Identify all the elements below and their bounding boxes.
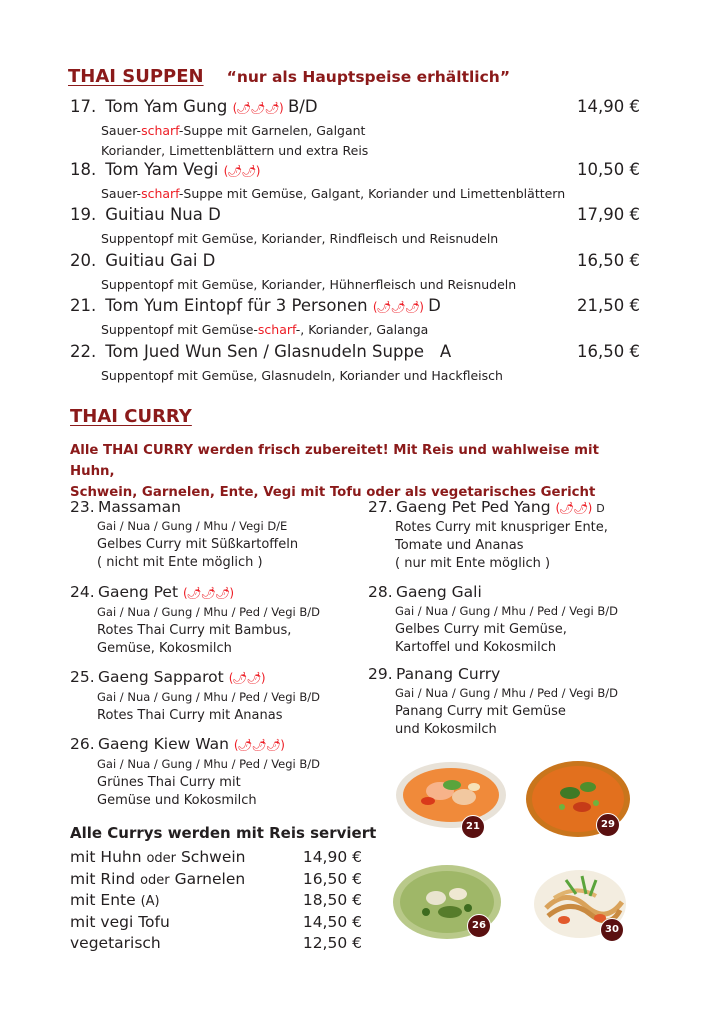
item-description: Rotes Thai Curry mit Bambus, Gemüse, Kokosmilch [97,623,292,656]
item-number: 17. [70,97,97,116]
item-number: 18. [70,160,97,179]
menu-item-19 [70,205,640,249]
chili-icon: (🌶🌶) [223,164,260,178]
chili-icon: (🌶🌶🌶) [233,738,284,752]
price-row: mit vegi Tofu 14,50 € [70,912,362,931]
menu-item-23 [70,497,370,572]
item-name: Gaeng Sapparot [98,668,224,686]
menu-item-29 [368,664,668,739]
item-number: 27. [368,498,393,516]
chili-icon: (🌶🌶🌶) [232,101,283,115]
allergen-code: B/D [287,97,318,116]
dish-number-badge: 26 [467,914,491,938]
dish-photo-soup [390,757,512,839]
price-value: 18,50 € [302,891,362,909]
item-number: 25. [70,668,95,686]
item-description: Sauer-scharf-Suppe mit Gemüse, Galgant, Koriander und Limettenblättern [101,186,566,201]
suppen-subtitle: “nur als Hauptspeise erhältlich” [226,68,511,86]
item-name: Tom Yam Vegi [105,160,219,179]
menu-item-22 [70,342,640,386]
item-name: Gaeng Pet [98,583,179,601]
price-table-title: Alle Currys werden mit Reis serviert [70,824,377,842]
item-description: Suppentopf mit Gemüse, Koriander, Hühnerfleisch und Reisnudeln [101,277,517,292]
item-description: Sauer-scharf-Suppe mit Garnelen, Galgant Koriander, Limettenblättern und extra Reis [101,123,369,158]
item-number: 23. [70,498,95,516]
curry-header [70,406,192,427]
item-number: 22. [70,342,97,361]
item-description: Suppentopf mit Gemüse, Koriander, Rindfleisch und Reisnudeln [101,231,499,246]
price-row: vegetarisch 12,50 € [70,934,362,952]
menu-item-17 [70,97,640,161]
menu-item-20 [70,251,640,295]
item-name: Tom Jued Wun Sen / Glasnudeln Suppe A [105,342,452,361]
chili-icon: (🌶🌶🌶) [372,300,423,314]
item-price: 10,50 € [577,160,640,179]
item-name: Tom Yum Eintopf für 3 Personen [105,296,368,315]
suppen-title: THAI SUPPEN [68,66,204,87]
item-price: 14,90 € [577,97,640,116]
item-options: Gai / Nua / Gung / Mhu / Ped / Vegi B/D [97,605,321,619]
menu-item-18 [70,160,640,204]
dish-number-badge: 30 [600,918,624,942]
item-options: Gai / Nua / Gung / Mhu / Ped / Vegi B/D [395,604,619,618]
item-name: Massaman [98,498,181,516]
item-name: Guitiau Gai D [105,251,216,270]
price-value: 14,50 € [302,912,362,931]
price-row: mit Huhn oder Schwein 14,90 € [70,848,362,866]
curry-title: THAI CURRY [70,406,192,427]
item-options: Gai / Nua / Gung / Mhu / Ped / Vegi B/D [395,686,619,700]
menu-item-24 [70,582,370,658]
item-price: 17,90 € [577,205,640,224]
item-name: Gaeng Pet Ped Yang [396,498,551,516]
price-value: 12,50 € [302,934,362,952]
price-table [70,848,362,956]
item-price: 16,50 € [577,251,640,270]
item-description: Grünes Thai Curry mit Gemüse und Kokosmilch [97,775,257,808]
chili-icon: (🌶🌶) [228,671,265,685]
item-number: 29. [368,665,393,683]
item-name: Gaeng Gali [396,583,482,601]
chili-icon: (🌶🌶) [555,501,592,515]
menu-item-27 [368,497,668,573]
item-options: Gai / Nua / Gung / Mhu / Ped / Vegi B/D [97,757,321,771]
curry-intro: Alle THAI CURRY werden frisch zubereitet! Mit Reis und wahlweise mit Huhn, Schwein, Garnelen, Ente, Vegi mit Tofu oder als vegetarisches Gericht [70,443,599,500]
dish-number-badge: 29 [596,813,620,837]
item-number: 19. [70,205,97,224]
price-row: mit Ente (A) 18,50 € [70,891,362,909]
item-number: 21. [70,296,97,315]
price-value: 16,50 € [302,869,362,888]
allergen-code: D [428,296,441,315]
item-options: Gai / Nua / Gung / Mhu / Vegi D/E [97,519,288,533]
item-name: Tom Yam Gung [105,97,228,116]
price-value: 14,90 € [302,848,362,866]
dish-number-badge: 21 [461,815,485,839]
item-name: Guitiau Nua D [105,205,221,224]
item-name: Panang Curry [396,665,501,683]
menu-item-21 [70,296,640,340]
price-row: mit Rind oder Garnelen 16,50 € [70,869,362,888]
suppen-header [68,66,510,94]
item-number: 28. [368,583,393,601]
item-description: Rotes Thai Curry mit Ananas [97,708,283,723]
item-description: Rotes Curry mit knuspriger Ente, Tomate und Ananas ( nur mit Ente möglich ) [395,520,608,571]
item-description: Suppentopf mit Gemüse-scharf-, Koriander, Galanga [101,322,429,337]
menu-item-28 [368,582,668,657]
item-price: 21,50 € [577,296,640,315]
item-description: Gelbes Curry mit Gemüse, Kartoffel und Kokosmilch [395,622,567,655]
item-description: Gelbes Curry mit Süßkartoffeln ( nicht mit Ente möglich ) [97,537,299,570]
item-number: 20. [70,251,97,270]
item-description: Panang Curry mit Gemüse und Kokosmilch [395,704,566,737]
item-description: Suppentopf mit Gemüse, Glasnudeln, Koriander und Hackfleisch [101,368,503,383]
item-price: 16,50 € [577,342,640,361]
allergen-code: D [596,502,605,515]
item-name: Gaeng Kiew Wan [98,735,229,753]
menu-item-26 [70,734,370,810]
chili-icon: (🌶🌶🌶) [182,586,234,600]
item-number: 26. [70,735,95,753]
item-number: 24. [70,583,95,601]
menu-item-25 [70,667,370,725]
item-options: Gai / Nua / Gung / Mhu / Ped / Vegi B/D [97,690,321,704]
